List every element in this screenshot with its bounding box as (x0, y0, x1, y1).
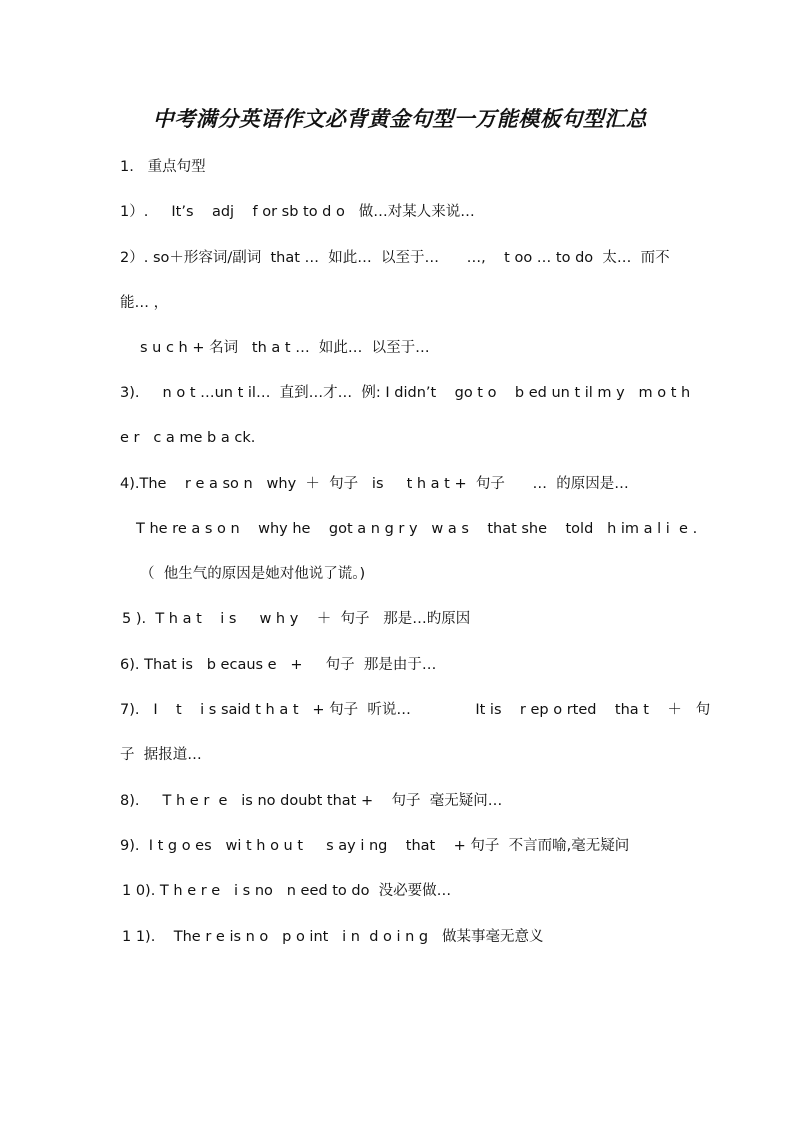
text-line: s u c h + 名词 th a t … 如此… 以至于… (140, 340, 430, 356)
text-line: 9). I t g o es wi t h o u t s ay i ng that + 句子 不言而喻,毫无疑问 (120, 838, 630, 854)
text-line: 5 ). T h a t i s w h y ＋ 句子 那是…旳原因 (122, 611, 471, 627)
text-line: 4).The r e a so n why ＋ 句子 is t h a t + 句子 … 的原因是… (120, 476, 629, 492)
text-line: 8). T h e r e is no doubt that + 句子 毫无疑问… (120, 793, 503, 809)
text-line: 1 0). T h e r e i s no n eed to do 没必要做… (122, 883, 452, 899)
text-line: 3). n o t …un t il… 直到…才… 例: I didn’t go t o b ed un t il m y m o t h (120, 385, 691, 401)
text-line: 能… ， (120, 295, 169, 311)
text-line: 7). I t i s said t h a t + 句子 听说… It is r ep o rted tha t ＋ 句 (120, 702, 711, 718)
text-line: 1. 重点句型 (120, 159, 206, 175)
text-line: 6). That is b ecaus e + 句子 那是由于… (120, 657, 437, 673)
text-line: 1 1). The r e is n o p o int i n d o i n g 做某事毫无意义 (122, 929, 544, 945)
text-line: e r c a me b a ck. (120, 430, 256, 446)
text-line: T he re a s o n why he got a n g r y w a s that she told h im a l i e . (136, 521, 698, 537)
text-line: 1）. It’s adj f or sb to d o 做…对某人来说… (120, 204, 475, 220)
text-line: 2）. so＋形容词/副词 that … 如此… 以至于… …, t oo … to do 太… 而不 (120, 250, 670, 266)
text-line: （ 他生气的原因是她对他说了谎。) (140, 566, 366, 582)
text-line: 子 据报道… (120, 747, 202, 763)
document-title: 中考满分英语作文必背黄金句型一万能模板句型汇总 (152, 107, 648, 131)
